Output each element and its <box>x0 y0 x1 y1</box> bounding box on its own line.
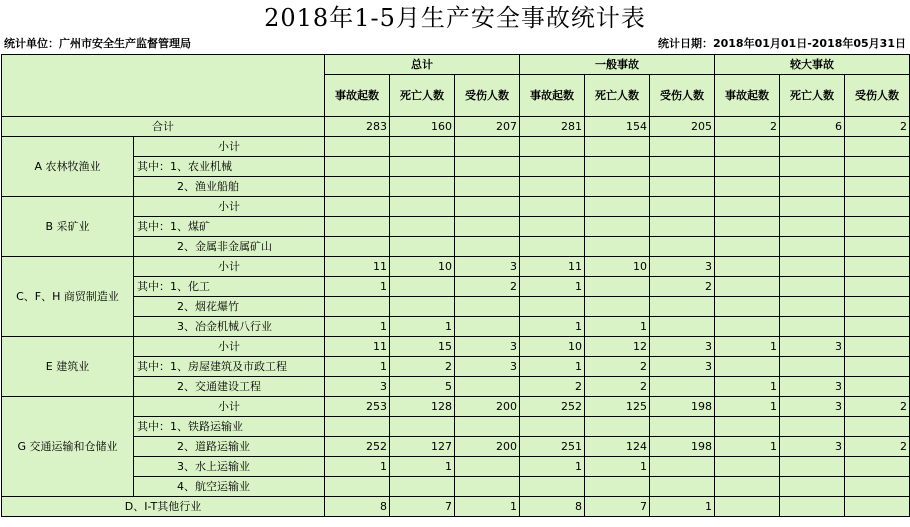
value-cell: 10 <box>520 337 585 357</box>
value-cell <box>650 377 715 397</box>
table-row <box>2 477 910 497</box>
table-row <box>2 157 910 177</box>
value-cell <box>845 357 910 377</box>
value-cell <box>520 197 585 217</box>
value-cell <box>715 457 780 477</box>
value-cell: 1 <box>650 497 715 517</box>
value-cell: 2 <box>390 357 455 377</box>
subtotal-label: 小计 <box>134 397 325 417</box>
value-cell <box>455 197 520 217</box>
value-cell: 1 <box>325 277 390 297</box>
value-cell: 124 <box>585 437 650 457</box>
value-cell <box>715 417 780 437</box>
value-cell <box>650 157 715 177</box>
industry-category: E 建筑业 <box>2 337 134 397</box>
value-cell: 205 <box>650 117 715 137</box>
value-cell <box>455 177 520 197</box>
header-corner-cell <box>2 55 325 117</box>
table-row <box>2 257 910 277</box>
value-cell: 1 <box>325 357 390 377</box>
table-row <box>2 137 910 157</box>
statistics-date-label: 统计日期：2018年01月01日-2018年05月31日 <box>657 37 906 50</box>
value-cell <box>455 417 520 437</box>
table-row <box>2 337 910 357</box>
value-cell: 3 <box>780 337 845 357</box>
value-cell <box>715 217 780 237</box>
group-header-total: 总计 <box>325 55 520 75</box>
value-cell <box>390 277 455 297</box>
value-cell <box>845 257 910 277</box>
value-cell <box>585 197 650 217</box>
value-cell <box>585 137 650 157</box>
value-cell <box>325 237 390 257</box>
value-cell: 3 <box>455 257 520 277</box>
column-header-accidents: 事故起数 <box>325 75 390 117</box>
value-cell <box>650 457 715 477</box>
value-cell: 8 <box>325 497 390 517</box>
column-header-injuries: 受伤人数 <box>845 75 910 117</box>
value-cell <box>650 197 715 217</box>
sub-industry-label: 4、航空运输业 <box>134 477 325 497</box>
value-cell: 5 <box>390 377 455 397</box>
value-cell <box>780 237 845 257</box>
column-header-accidents: 事故起数 <box>715 75 780 117</box>
value-cell: 7 <box>390 497 455 517</box>
value-cell <box>520 297 585 317</box>
value-cell <box>715 277 780 297</box>
table-row <box>2 377 910 397</box>
value-cell <box>715 197 780 217</box>
value-cell: 251 <box>520 437 585 457</box>
value-cell <box>715 357 780 377</box>
sub-industry-label: 2、渔业船舶 <box>134 177 325 197</box>
value-cell: 1 <box>715 337 780 357</box>
value-cell: 1 <box>715 377 780 397</box>
value-cell <box>585 297 650 317</box>
sub-industry-label: 其中：1、铁路运输业 <box>134 417 325 437</box>
value-cell: 7 <box>585 497 650 517</box>
table-row <box>2 177 910 197</box>
value-cell <box>325 477 390 497</box>
value-cell: 3 <box>650 357 715 377</box>
subtotal-label: 小计 <box>134 137 325 157</box>
value-cell <box>650 297 715 317</box>
value-cell <box>715 497 780 517</box>
sub-industry-label: 其中：1、化工 <box>134 277 325 297</box>
value-cell: 10 <box>390 257 455 277</box>
value-cell <box>715 237 780 257</box>
value-cell: 8 <box>520 497 585 517</box>
value-cell: 198 <box>650 437 715 457</box>
industry-category: C、F、H 商贸制造业 <box>2 257 134 337</box>
value-cell <box>715 477 780 497</box>
sub-industry-label: 2、交通建设工程 <box>134 377 325 397</box>
value-cell <box>390 197 455 217</box>
table-row <box>2 417 910 437</box>
sub-industry-label: 2、烟花爆竹 <box>134 297 325 317</box>
value-cell: 253 <box>325 397 390 417</box>
column-header-deaths: 死亡人数 <box>585 75 650 117</box>
value-cell <box>845 217 910 237</box>
value-cell: 11 <box>325 257 390 277</box>
value-cell <box>390 137 455 157</box>
value-cell <box>585 477 650 497</box>
value-cell <box>845 497 910 517</box>
table-row <box>2 197 910 217</box>
value-cell <box>715 177 780 197</box>
value-cell <box>780 457 845 477</box>
value-cell: 127 <box>390 437 455 457</box>
value-cell: 3 <box>325 377 390 397</box>
value-cell: 125 <box>585 397 650 417</box>
value-cell: 2 <box>845 437 910 457</box>
value-cell <box>585 217 650 237</box>
value-cell <box>780 217 845 237</box>
sub-industry-label: 其中：1、房屋建筑及市政工程 <box>134 357 325 377</box>
value-cell <box>455 137 520 157</box>
value-cell: 3 <box>455 337 520 357</box>
value-cell <box>585 157 650 177</box>
value-cell <box>455 317 520 337</box>
total-label: 合计 <box>2 117 325 137</box>
value-cell <box>455 237 520 257</box>
value-cell <box>455 457 520 477</box>
report-title: 2018年1-5月生产安全事故统计表 <box>264 4 646 32</box>
value-cell <box>780 177 845 197</box>
value-cell <box>650 237 715 257</box>
value-cell <box>390 157 455 177</box>
table-row <box>2 317 910 337</box>
value-cell <box>455 217 520 237</box>
value-cell <box>650 177 715 197</box>
value-cell <box>780 417 845 437</box>
value-cell <box>585 277 650 297</box>
subtotal-label: 小计 <box>134 257 325 277</box>
value-cell <box>585 177 650 197</box>
value-cell: 283 <box>325 117 390 137</box>
subtotal-label: 小计 <box>134 337 325 357</box>
column-header-accidents: 事故起数 <box>520 75 585 117</box>
value-cell <box>845 177 910 197</box>
value-cell <box>650 137 715 157</box>
value-cell: 2 <box>585 357 650 377</box>
value-cell <box>845 457 910 477</box>
value-cell: 11 <box>325 337 390 357</box>
total-row <box>2 117 910 137</box>
sub-industry-label: 其中：1、煤矿 <box>134 217 325 237</box>
value-cell <box>845 377 910 397</box>
column-header-injuries: 受伤人数 <box>650 75 715 117</box>
value-cell <box>845 197 910 217</box>
value-cell <box>715 257 780 277</box>
value-cell: 1 <box>520 317 585 337</box>
value-cell <box>520 237 585 257</box>
value-cell <box>390 417 455 437</box>
value-cell: 3 <box>780 437 845 457</box>
value-cell: 2 <box>455 277 520 297</box>
column-header-injuries: 受伤人数 <box>455 75 520 117</box>
value-cell <box>520 157 585 177</box>
subtotal-label: 小计 <box>134 197 325 217</box>
value-cell <box>650 217 715 237</box>
statistics-unit-label: 统计单位：广州市安全生产监督管理局 <box>4 37 191 50</box>
value-cell <box>325 417 390 437</box>
value-cell: 252 <box>325 437 390 457</box>
value-cell: 1 <box>585 457 650 477</box>
value-cell <box>845 237 910 257</box>
table-row <box>2 217 910 237</box>
value-cell: 1 <box>520 277 585 297</box>
value-cell <box>325 297 390 317</box>
value-cell: 3 <box>455 357 520 377</box>
value-cell: 207 <box>455 117 520 137</box>
table-row <box>2 437 910 457</box>
value-cell <box>325 217 390 237</box>
value-cell <box>780 297 845 317</box>
table-row <box>2 237 910 257</box>
group-header-row <box>2 55 910 75</box>
industry-category: A 农林牧渔业 <box>2 137 134 197</box>
value-cell: 2 <box>845 117 910 137</box>
value-cell: 6 <box>780 117 845 137</box>
value-cell <box>845 297 910 317</box>
table-row <box>2 357 910 377</box>
industry-category: B 采矿业 <box>2 197 134 257</box>
value-cell: 2 <box>585 377 650 397</box>
value-cell <box>390 177 455 197</box>
value-cell: 2 <box>520 377 585 397</box>
value-cell <box>325 197 390 217</box>
value-cell: 200 <box>455 397 520 417</box>
value-cell: 1 <box>455 497 520 517</box>
value-cell <box>390 217 455 237</box>
value-cell <box>585 237 650 257</box>
value-cell: 1 <box>390 457 455 477</box>
value-cell <box>520 417 585 437</box>
value-cell <box>455 377 520 397</box>
value-cell <box>585 417 650 437</box>
sub-industry-label: 3、冶金机械八行业 <box>134 317 325 337</box>
value-cell: 1 <box>325 457 390 477</box>
table-row <box>2 297 910 317</box>
value-cell: 1 <box>520 357 585 377</box>
value-cell <box>715 317 780 337</box>
value-cell <box>715 297 780 317</box>
sub-industry-label: 其中：1、农业机械 <box>134 157 325 177</box>
value-cell: 3 <box>650 257 715 277</box>
value-cell <box>520 217 585 237</box>
value-cell: 1 <box>520 457 585 477</box>
other-industries-row <box>2 497 910 517</box>
value-cell <box>325 177 390 197</box>
value-cell <box>650 417 715 437</box>
value-cell: 154 <box>585 117 650 137</box>
value-cell: 12 <box>585 337 650 357</box>
column-header-deaths: 死亡人数 <box>780 75 845 117</box>
value-cell <box>455 477 520 497</box>
value-cell <box>845 337 910 357</box>
value-cell <box>390 477 455 497</box>
value-cell: 1 <box>715 397 780 417</box>
value-cell <box>845 137 910 157</box>
value-cell <box>845 417 910 437</box>
value-cell <box>845 477 910 497</box>
table-row <box>2 457 910 477</box>
column-header-deaths: 死亡人数 <box>390 75 455 117</box>
group-header-major: 较大事故 <box>715 55 910 75</box>
value-cell: 3 <box>780 377 845 397</box>
value-cell: 252 <box>520 397 585 417</box>
value-cell <box>650 317 715 337</box>
group-header-general: 一般事故 <box>520 55 715 75</box>
value-cell <box>780 357 845 377</box>
value-cell <box>780 157 845 177</box>
value-cell <box>780 497 845 517</box>
value-cell: 15 <box>390 337 455 357</box>
value-cell: 1 <box>585 317 650 337</box>
value-cell <box>780 477 845 497</box>
value-cell: 128 <box>390 397 455 417</box>
value-cell <box>780 137 845 157</box>
other-industries-label: D、I-T其他行业 <box>2 497 325 517</box>
accident-statistics-table <box>1 54 910 517</box>
value-cell <box>325 157 390 177</box>
value-cell: 11 <box>520 257 585 277</box>
value-cell <box>715 137 780 157</box>
industry-category: G 交通运输和仓储业 <box>2 397 134 497</box>
value-cell: 3 <box>780 397 845 417</box>
table-row <box>2 277 910 297</box>
value-cell <box>520 137 585 157</box>
value-cell <box>390 297 455 317</box>
value-cell <box>715 157 780 177</box>
value-cell: 2 <box>715 117 780 137</box>
value-cell: 1 <box>390 317 455 337</box>
value-cell <box>650 477 715 497</box>
value-cell: 198 <box>650 397 715 417</box>
value-cell <box>780 277 845 297</box>
value-cell <box>780 317 845 337</box>
value-cell <box>520 177 585 197</box>
value-cell <box>845 157 910 177</box>
value-cell: 3 <box>650 337 715 357</box>
value-cell: 281 <box>520 117 585 137</box>
value-cell <box>520 477 585 497</box>
value-cell: 1 <box>715 437 780 457</box>
sub-industry-label: 3、水上运输业 <box>134 457 325 477</box>
value-cell <box>845 277 910 297</box>
value-cell <box>325 137 390 157</box>
value-cell: 2 <box>650 277 715 297</box>
value-cell <box>455 297 520 317</box>
sub-industry-label: 2、金属非金属矿山 <box>134 237 325 257</box>
sub-industry-label: 2、道路运输业 <box>134 437 325 457</box>
value-cell: 10 <box>585 257 650 277</box>
value-cell: 2 <box>845 397 910 417</box>
value-cell <box>780 197 845 217</box>
value-cell <box>455 157 520 177</box>
value-cell <box>390 237 455 257</box>
value-cell <box>845 317 910 337</box>
value-cell: 1 <box>325 317 390 337</box>
value-cell: 200 <box>455 437 520 457</box>
value-cell: 160 <box>390 117 455 137</box>
value-cell <box>780 257 845 277</box>
table-row <box>2 397 910 417</box>
